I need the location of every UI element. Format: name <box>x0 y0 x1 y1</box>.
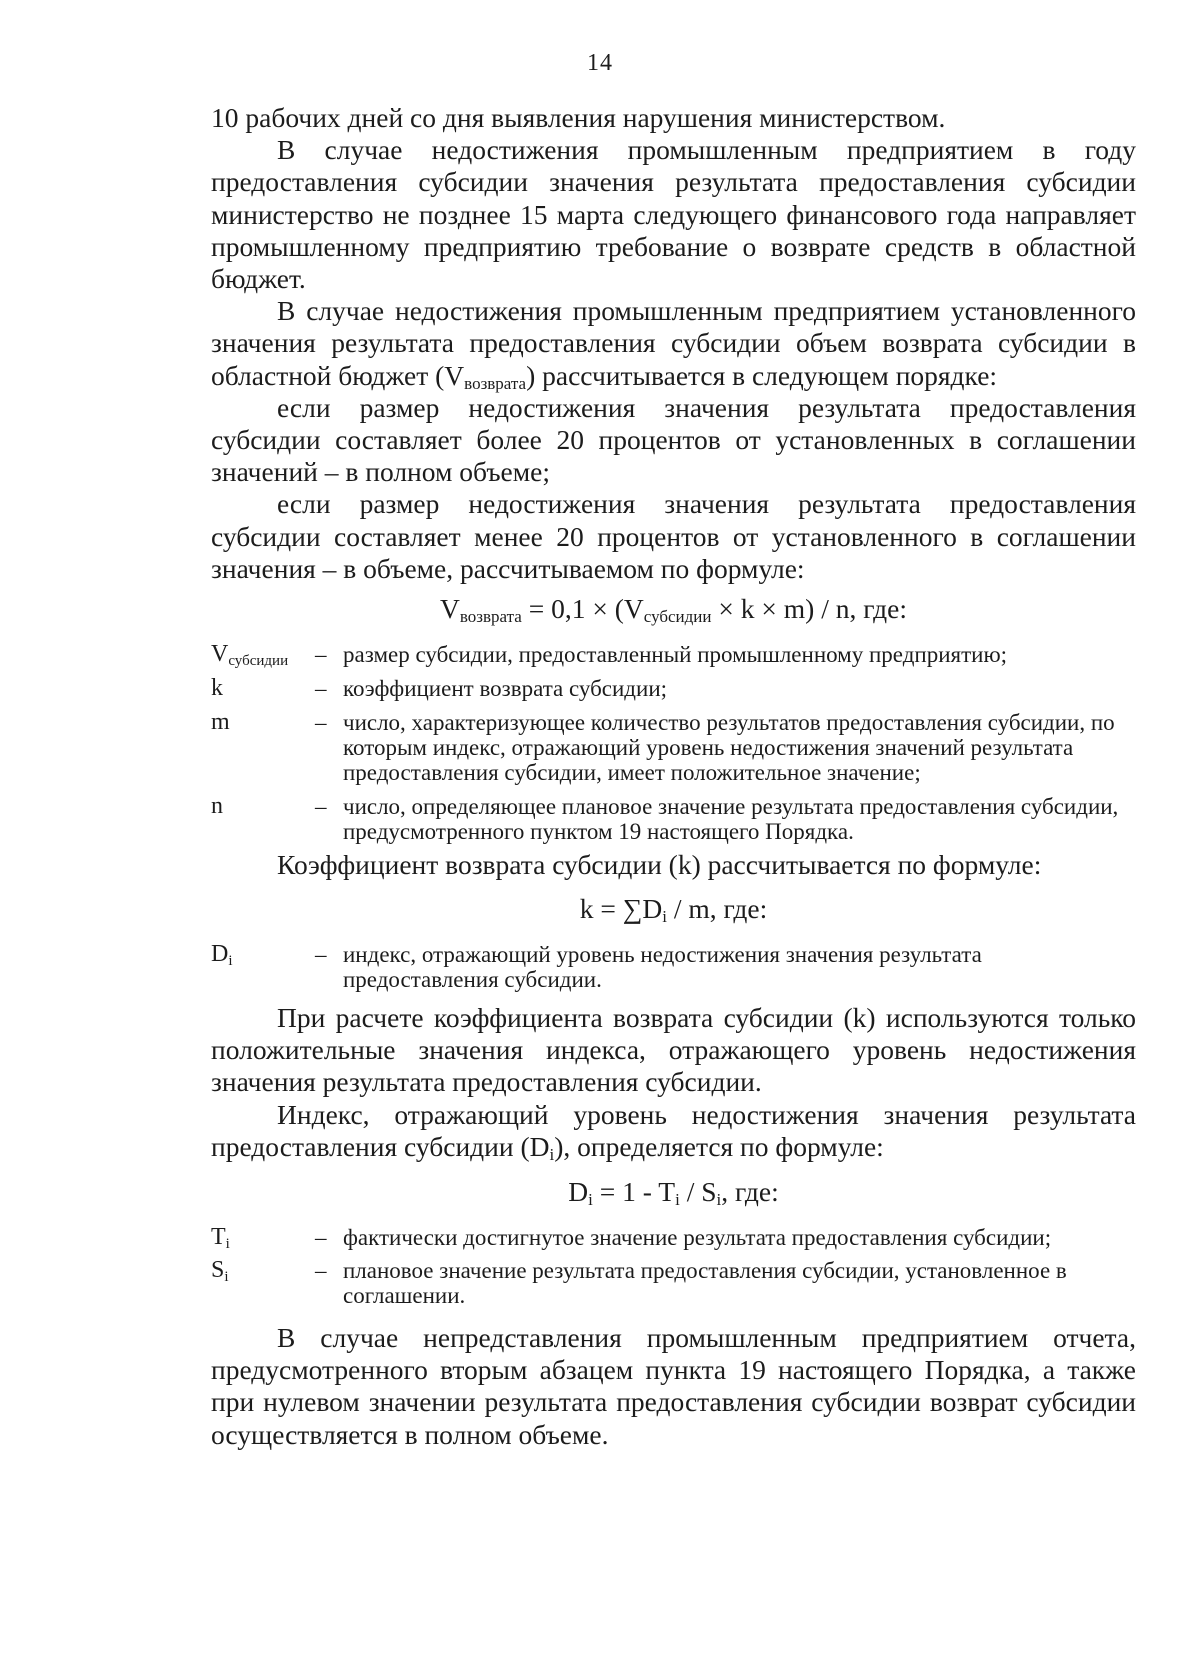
paragraph-3-text-b: ) рассчитывается в следующем порядке: <box>526 359 998 391</box>
paragraph-9: В случае непредставления промышленным предприятием отчета, предусмотренного вторым абзацем пункта 19 настоящего Порядка, а также при нулевом значении результата предоставления субсидии возврат субсидии осуществляется в полном объеме. <box>211 1322 1136 1450</box>
formula-3-a: D <box>568 1176 589 1207</box>
definition-symbol-sub: субсидии <box>228 653 289 669</box>
definition-symbol: V <box>211 641 229 667</box>
definition-symbol: m <box>211 709 230 735</box>
paragraph-8-subscript: i <box>549 1144 555 1164</box>
definitions-1 <box>211 642 1136 844</box>
definition-dash: – <box>315 642 327 667</box>
definition-symbol-sub: i <box>225 1236 230 1252</box>
paragraph-8-text-b: ), определяется по формуле: <box>554 1130 884 1162</box>
paragraph-5: если размер недостижения значения результата предоставления субсидии составляет менее 20 процентов от установленного в соглашении значения – в объеме, рассчитываемом по формуле: <box>211 488 1136 584</box>
definition-text: коэффициент возврата субсидии; <box>343 676 668 701</box>
definitions-3 <box>211 1225 1136 1308</box>
definition-symbol: n <box>211 793 223 819</box>
definition-symbol-sub: i <box>224 1269 229 1285</box>
formula-3-c: / S <box>679 1176 717 1207</box>
definition-text: индекс, отражающий уровень недостижения значения результата предоставления субсидии. <box>343 942 982 992</box>
definition-text: число, определяющее плановое значение результата предоставления субсидии, предусмотренного пунктом 19 настоящего Порядка. <box>343 794 1119 844</box>
formula-1-v2-sub: субсидии <box>643 607 712 626</box>
formula-2-sub: i <box>662 907 667 926</box>
definition-symbol: S <box>211 1257 225 1283</box>
body-text-2 <box>211 849 1136 881</box>
definition-dash: – <box>315 1258 327 1283</box>
formula-3-c-sub: i <box>716 1190 722 1209</box>
definition-text: число, характеризующее количество результатов предоставления субсидии, по которым индекс, отражающий уровень недостижения значений результата предоставления субсидии, имеет положительное значение; <box>343 710 1115 785</box>
definition-symbol: D <box>211 941 229 967</box>
definition-symbol: T <box>211 1224 226 1250</box>
definition-dash: – <box>315 710 327 735</box>
paragraph-1: 10 рабочих дней со дня выявления нарушения министерством. <box>211 102 946 133</box>
definition-row <box>211 1225 1136 1250</box>
definitions-2 <box>211 942 1136 992</box>
paragraph-3-subscript: возврата <box>464 373 527 393</box>
body-text-3 <box>211 1002 1136 1163</box>
formula-2-start: k = ∑D <box>579 893 663 924</box>
definition-symbol: k <box>211 675 223 701</box>
definition-symbol-sub: i <box>228 953 233 969</box>
definition-row <box>211 710 1136 785</box>
definition-text: размер субсидии, предоставленный промышленному предприятию; <box>343 642 1008 667</box>
paragraph-3-text-a: В случае недостижения промышленным предприятием установленного значения результата предоставления субсидии объем возврата субсидии в областной бюджет (V <box>211 295 1136 391</box>
paragraph-7: При расчете коэффициента возврата субсидии (k) используются только положительные значения индекса, отражающего уровень недостижения значения результата предоставления субсидии. <box>211 1002 1136 1098</box>
definition-text: фактически достигнутое значение результата предоставления субсидии; <box>343 1225 1052 1250</box>
formula-3-d: , где: <box>721 1176 779 1207</box>
definition-row <box>211 642 1136 667</box>
paragraph-8 <box>211 1099 1136 1163</box>
page-number: 14 <box>587 50 613 76</box>
formula-2 <box>211 893 1136 925</box>
paragraph-3 <box>211 295 1136 392</box>
body-text <box>211 102 1136 585</box>
paragraph-4: если размер недостижения значения результата предоставления субсидии составляет более 20 процентов от установленных в соглашении значений – в полном объеме; <box>211 391 1136 488</box>
definition-dash: – <box>315 942 327 967</box>
definition-row <box>211 676 1136 701</box>
definition-dash: – <box>315 1225 327 1250</box>
formula-3-b: = 1 - T <box>592 1176 676 1207</box>
paragraph-6: Коэффициент возврата субсидии (k) рассчитывается по формуле: <box>277 849 1042 880</box>
formula-1-mid: = 0,1 × (V <box>521 593 644 624</box>
formula-3-a-sub: i <box>588 1190 593 1209</box>
formula-2-end: / m, где: <box>666 893 768 924</box>
paragraph-8-text-a: Индекс, отражающий уровень недостижения значения результата предоставления субсидии (D <box>211 1098 1136 1162</box>
definition-text: плановое значение результата предоставления субсидии, установленное в соглашении. <box>343 1258 1067 1308</box>
definition-dash: – <box>315 676 327 701</box>
formula-3-b-sub: i <box>675 1190 680 1209</box>
formula-1 <box>211 593 1136 625</box>
definition-row <box>211 942 1136 992</box>
formula-1-v-sub: возврата <box>459 607 522 626</box>
body-text-4 <box>211 1322 1136 1451</box>
definition-row <box>211 794 1136 844</box>
formula-1-v: V <box>440 593 460 624</box>
definition-row <box>211 1258 1136 1308</box>
formula-1-end: × k × m) / n, где: <box>711 593 907 624</box>
paragraph-2: В случае недостижения промышленным предприятием в году предоставления субсидии значения результата предоставления субсидии министерство не позднее 15 марта следующего финансового года направляет промышленному предприятию требование о возврате средств в областной бюджет. <box>211 134 1136 295</box>
formula-3 <box>211 1176 1136 1208</box>
definition-dash: – <box>315 794 327 819</box>
